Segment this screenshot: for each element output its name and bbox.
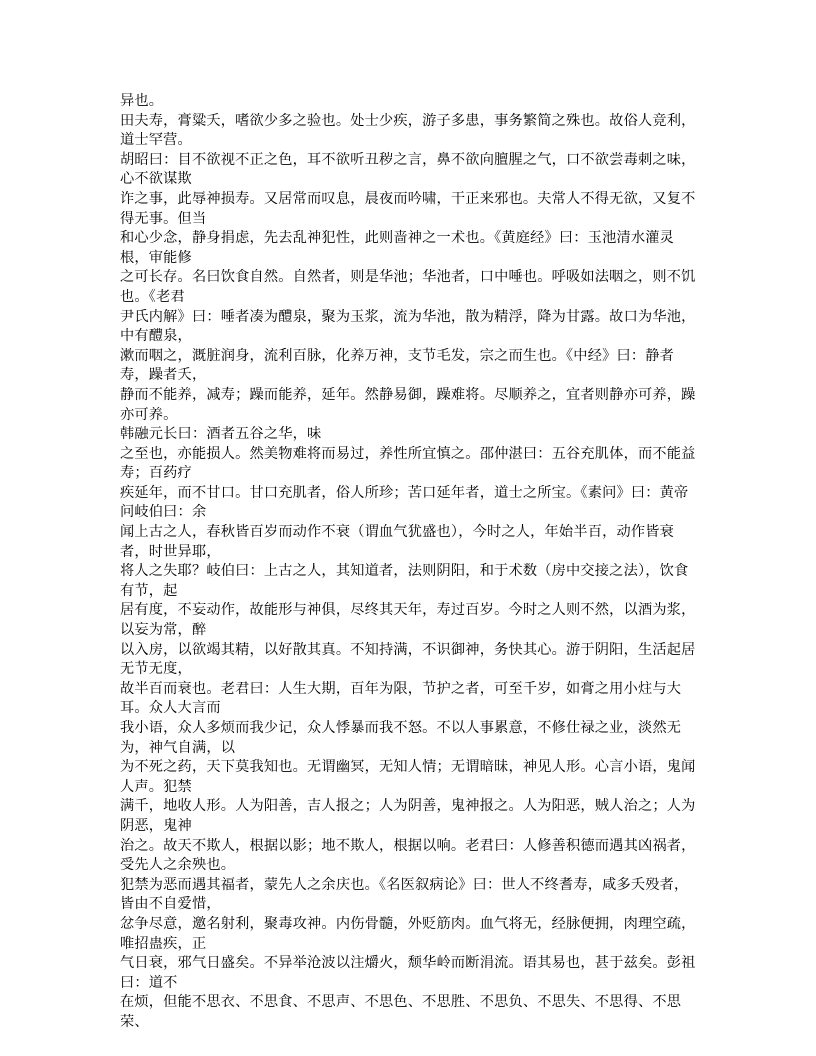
- text-line: 异也。: [120, 93, 164, 109]
- text-line: 为不死之药，天下莫我知也。无谓幽冥，无知人情；无谓暗昧，神见人形。心言小语，鬼闻人声。犯禁: [120, 759, 696, 795]
- text-line: 居有度，不妄动作，故能形与神俱，尽终其天年，寿过百岁。今时之人则不然，以酒为浆，以妄为常，醉: [120, 602, 696, 639]
- text-line: 在烦，但能不思衣、不思食、不思声、不思色、不思胜、不思负、不思失、不思得、不思荣、: [120, 994, 682, 1030]
- text-line: 将人之失耶？岐伯曰：上古之人，其知道者，法则阴阳，和于术数（房中交接之法），饮食有节，起: [120, 563, 689, 599]
- text-line: 闻上古之人，春秋皆百岁而动作不衰（谓血气犹盛也），今时之人，年始半百，动作皆衰者，时世异耶，: [120, 524, 675, 560]
- text-line: 疾延年，而不甘口。甘口充肌者，俗人所珍；苦口延年者，道士之所宝。《素问》曰：黄帝问岐伯曰：余: [120, 484, 689, 521]
- text-line: 我小语，众人多烦而我少记，众人悸暴而我不怒。不以人事累意，不修仕禄之业，淡然无为，神气自满，以: [120, 720, 682, 756]
- text-line: 和心少念，静身捐虑，先去乱神犯性，此则啬神之一术也。《黄庭经》曰：玉池清水灌灵根，审能修: [120, 230, 675, 266]
- text-line: 满千，地收人形。人为阳善，吉人报之；人为阴善，鬼神报之。人为阳恶，贼人治之；人为阴恶，鬼神: [120, 798, 696, 834]
- text-line: 气日衰，邪气日盛矣。不异举沧波以注爝火，颓华岭而断涓流。语其易也，甚于兹矣。彭祖曰：道不: [120, 955, 696, 991]
- text-line: 静而不能养，减寿；躁而能养，延年。然静易御，躁难将。尽顺养之，宜者则静亦可养，躁亦可养。: [120, 386, 696, 423]
- text-line: 之可长存。名曰饮食自然。自然者，则是华池；华池者，口中唾也。呼吸如法咽之，则不饥也。《老君: [120, 269, 696, 305]
- text-line: 犯禁为恶而遇其福者，蒙先人之余庆也。《名医叙病论》曰：世人不终耆寿，咸多夭殁者，皆由不自爱惜，: [120, 876, 689, 913]
- text-line: 诈之事，此辱神损寿。又居常而叹息，晨夜而吟啸，干正来邪也。夫常人不得无欲，又复不得无事。但当: [120, 190, 696, 227]
- text-line: 以入房，以欲竭其精，以好散其真。不知持满，不识御神，务快其心。游于阴阳，生活起居无节无度，: [120, 641, 696, 678]
- text-line: 韩融元长曰：酒者五谷之华，味: [120, 426, 322, 443]
- document-body: [120, 92, 700, 1033]
- text-line: 尹氏内解》曰：唾者凑为醴泉，聚为玉浆，流为华池，散为精浮，降为甘露。故口为华池，中有醴泉，: [120, 308, 696, 345]
- text-line: 治之。故天不欺人，根据以影；地不欺人，根据以响。老君曰：人修善积德而遇其凶祸者，受先人之余殃也。: [120, 837, 696, 874]
- text-line: 田夫寿，膏粱夭，嗜欲少多之验也。处士少疾，游子多患，事务繁简之殊也。故俗人竞利，道士罕营。: [120, 112, 696, 149]
- text-line: 胡昭曰：目不欲视不正之色，耳不欲听丑秽之言，鼻不欲向膻腥之气，口不欲尝毒刺之味，心不欲谋欺: [120, 151, 696, 188]
- text-line: 故半百而衰也。老君曰：人生大期，百年为限，节护之者，可至千岁，如膏之用小炷与大耳。众人大言而: [120, 680, 682, 717]
- text-line: 忿争尽意，邀名射利，聚毒攻神。内伤骨髓，外贬筋肉。血气将无，经脉便拥，肉理空疏，唯招蛊疾，正: [120, 915, 696, 952]
- text-line: 漱而咽之，溉脏润身，流利百脉，化养万神，支节毛发，宗之而生也。《中经》曰：静者寿，躁者夭，: [120, 347, 675, 384]
- text-line: 之至也，亦能损人。然美物难将而易过，养性所宜慎之。邵仲湛曰：五谷充肌体，而不能益寿；百药疗: [120, 445, 696, 482]
